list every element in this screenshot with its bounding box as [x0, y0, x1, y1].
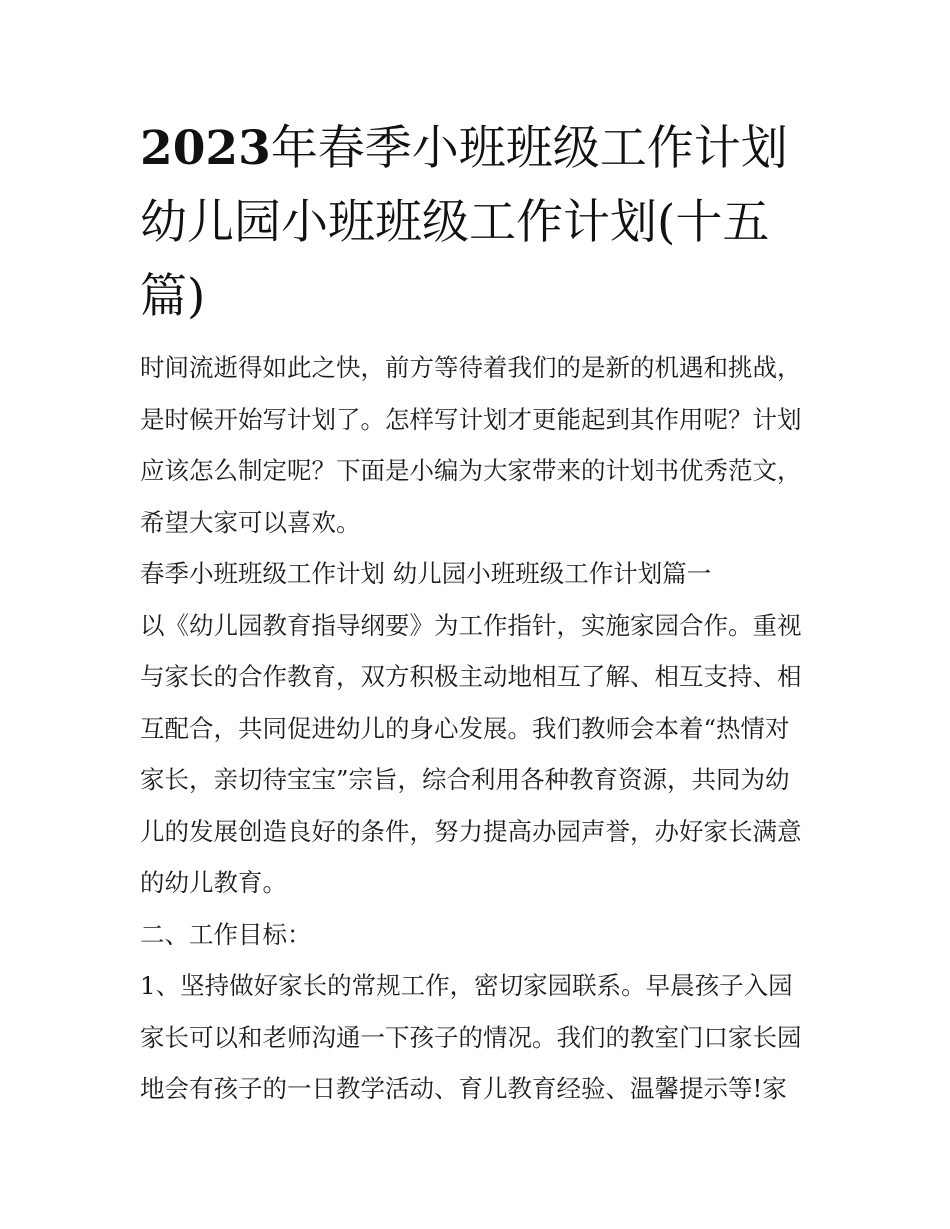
body-paragraph: 以《幼儿园教育指导纲要》为工作指针，实施家园合作。重视与家长的合作教育，双方积极主动地相互了解、相互支持、相互配合，共同促进幼儿的身心发展。我们教师会本着“热情对家长，亲切待宝宝”宗旨，综合利用各种教育资源，共同为幼儿的发展创造良好的条件，努力提高办园声誉，办好家长满意的幼儿教育。 [140, 610, 802, 897]
list-item-paragraph: 1、坚持做好家长的常规工作，密切家园联系。早晨孩子入园家长可以和老师沟通一下孩子的情况。我们的教室门口家长园地会有孩子的一日教学活动、育儿教育经验、温馨提示等!家 [140, 971, 802, 1103]
subsection-heading: 二、工作目标： [140, 919, 312, 949]
document-body [140, 112, 812, 1115]
intro-paragraph: 时间流逝得如此之快，前方等待着我们的是新的机遇和挑战，是时候开始写计划了。怎样写计划才更能起到其作用呢？计划应该怎么制定呢？下面是小编为大家带来的计划书优秀范文，希望大家可以喜欢。 [140, 353, 802, 537]
title-year: 2023 [140, 121, 271, 176]
title-text: 年春季小班班级工作计划幼儿园小班班级工作计划(十五篇) [140, 121, 788, 324]
document-title [140, 112, 812, 334]
section-heading: 春季小班班级工作计划 幼儿园小班班级工作计划篇一 [140, 559, 712, 588]
